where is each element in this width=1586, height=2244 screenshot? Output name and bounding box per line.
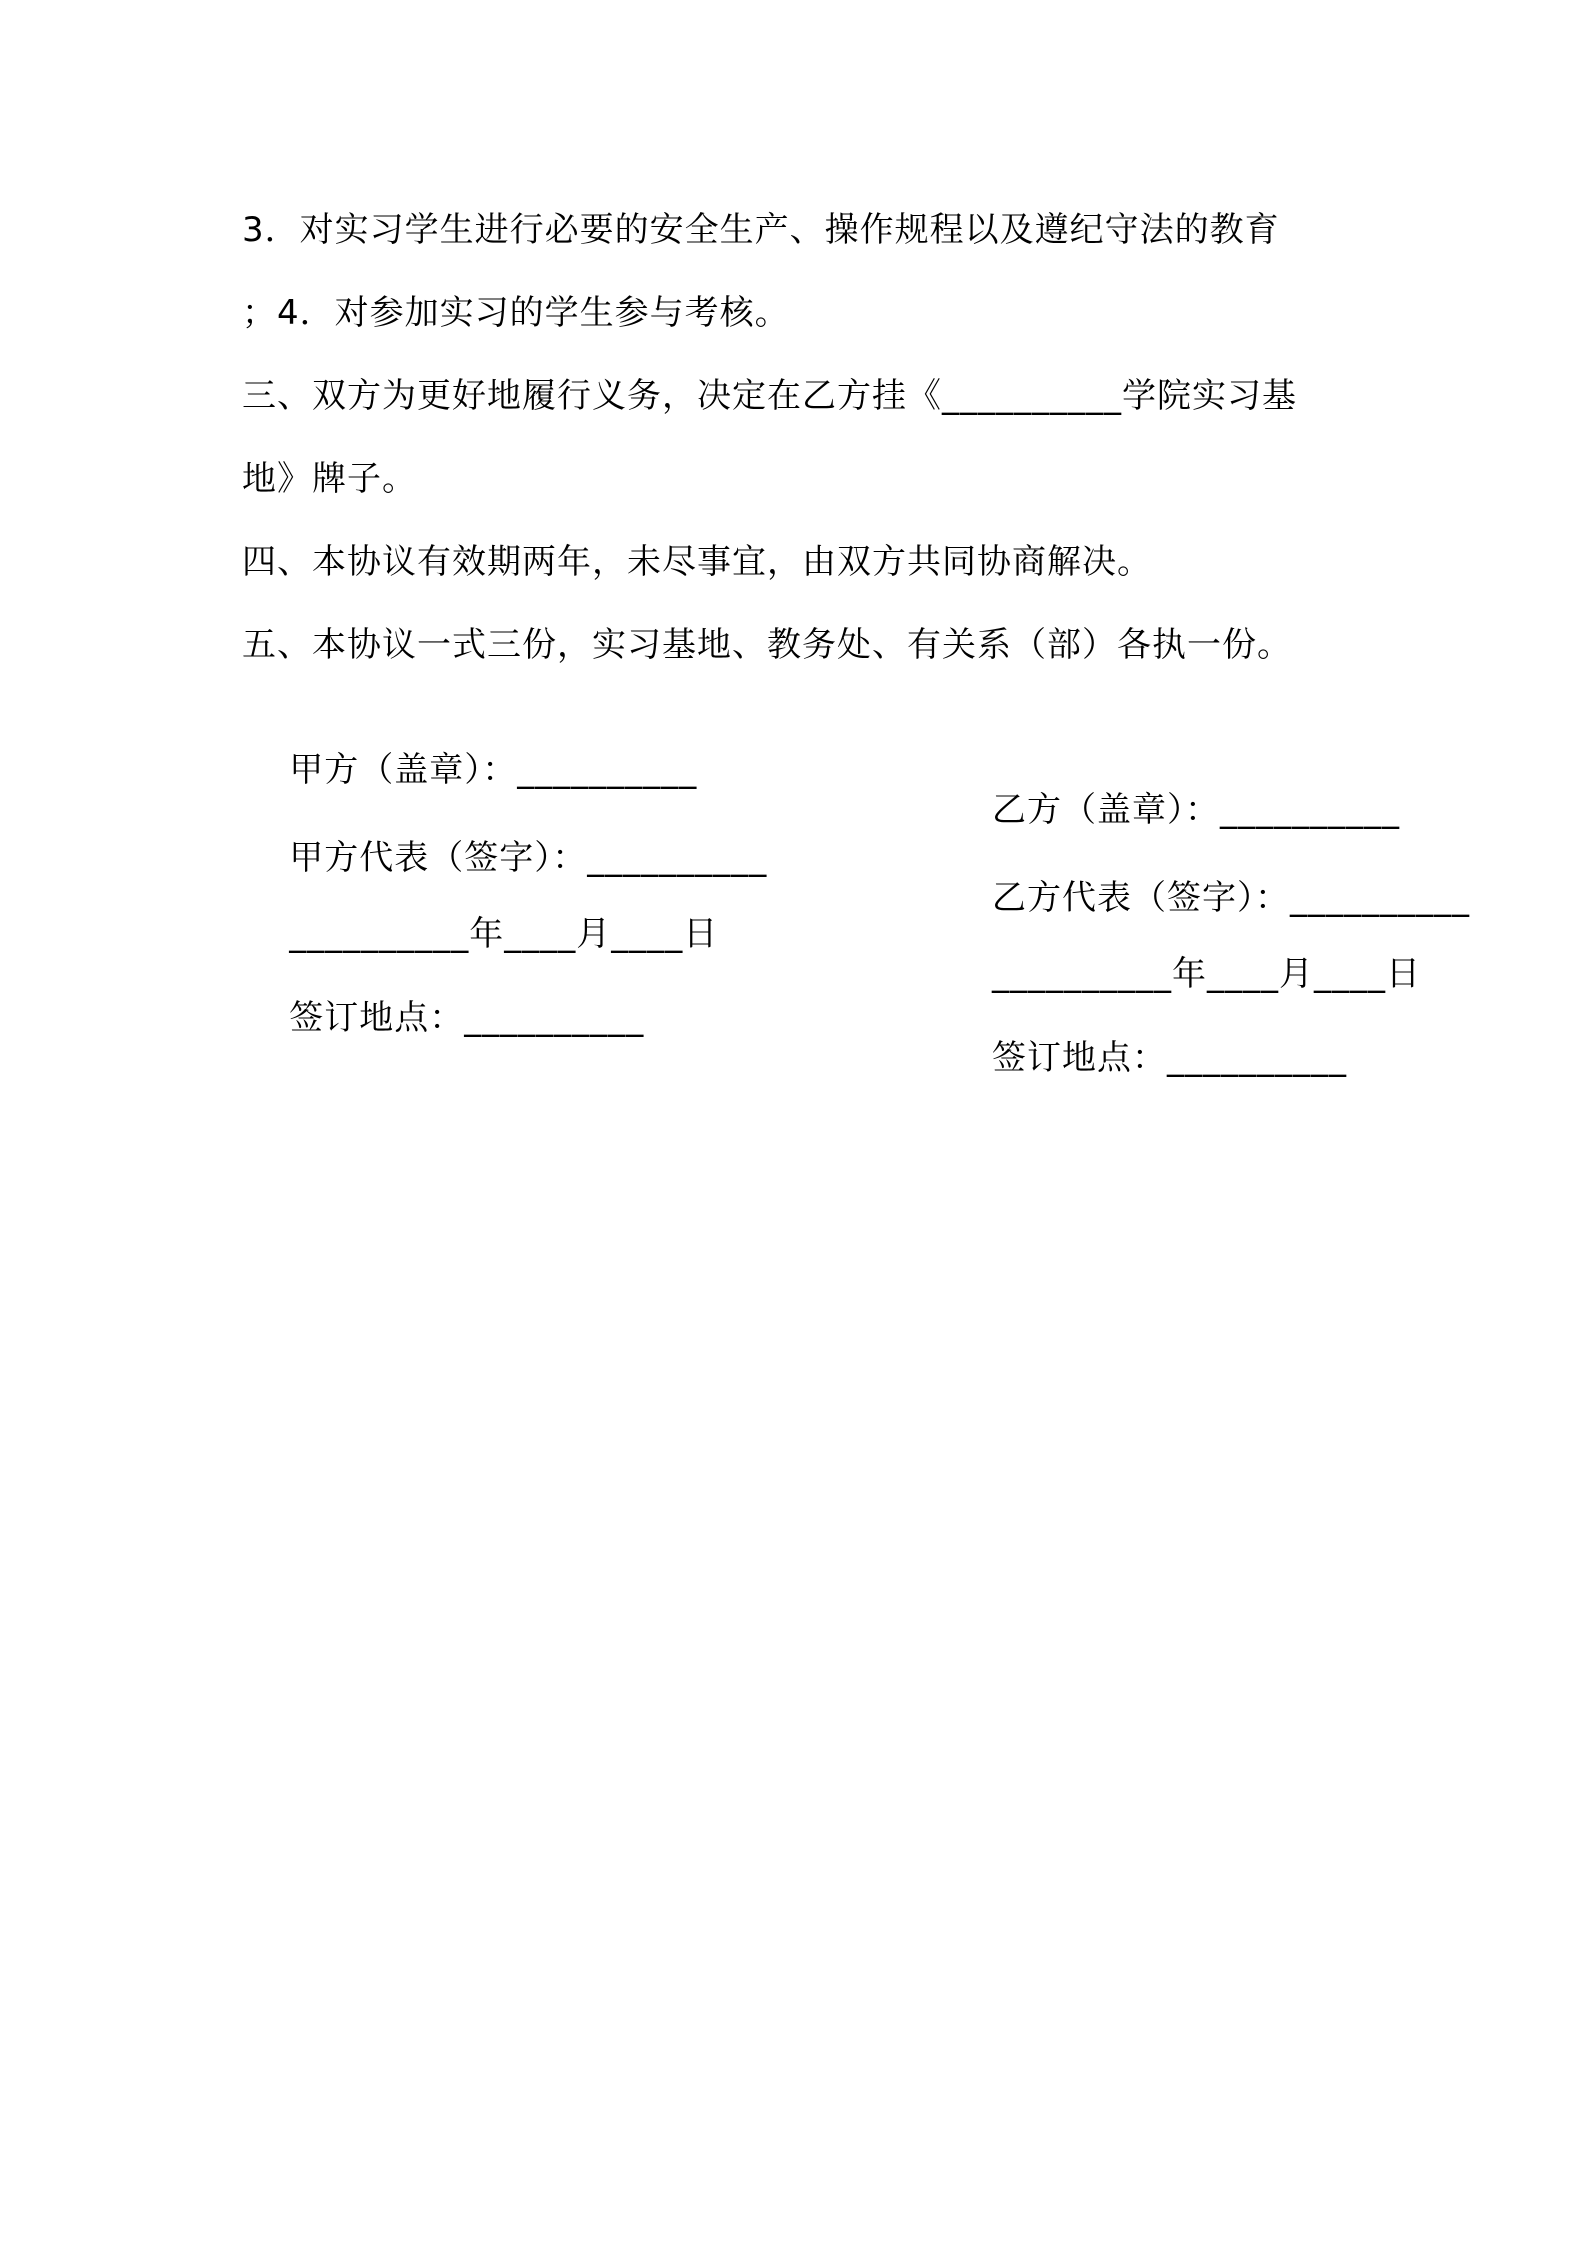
party-a-date-label: __________年____月____日 [289,914,719,954]
party-b-date-label: __________年____月____日 [992,954,1421,994]
paragraph-item-3: 3．对实习学生进行必要的安全生产、操作规程以及遵纪守法的教育 [242,210,1280,250]
paragraph-section-three-cont: 地》牌子。 [242,459,417,499]
party-b-rep-label: 乙方代表（签字）：__________ [992,878,1470,918]
paragraph-section-five: 五、本协议一式三份，实习基地、教务处、有关系（部）各执一份。 [242,625,1292,665]
party-a-rep-label: 甲方代表（签字）：__________ [289,838,768,878]
paragraph-section-four: 四、本协议有效期两年，未尽事宜，由双方共同协商解决。 [242,542,1152,582]
party-a-seal-label: 甲方（盖章）：__________ [289,750,698,790]
paragraph-section-three: 三、双方为更好地履行义务，决定在乙方挂《__________学院实习基 [242,376,1297,416]
party-b-place-label: 签订地点：__________ [992,1038,1347,1078]
party-a-place-label: 签订地点：__________ [289,998,645,1038]
paragraph-item-4: ；4．对参加实习的学生参与考核。 [242,293,790,333]
party-b-seal-label: 乙方（盖章）：__________ [992,790,1400,830]
